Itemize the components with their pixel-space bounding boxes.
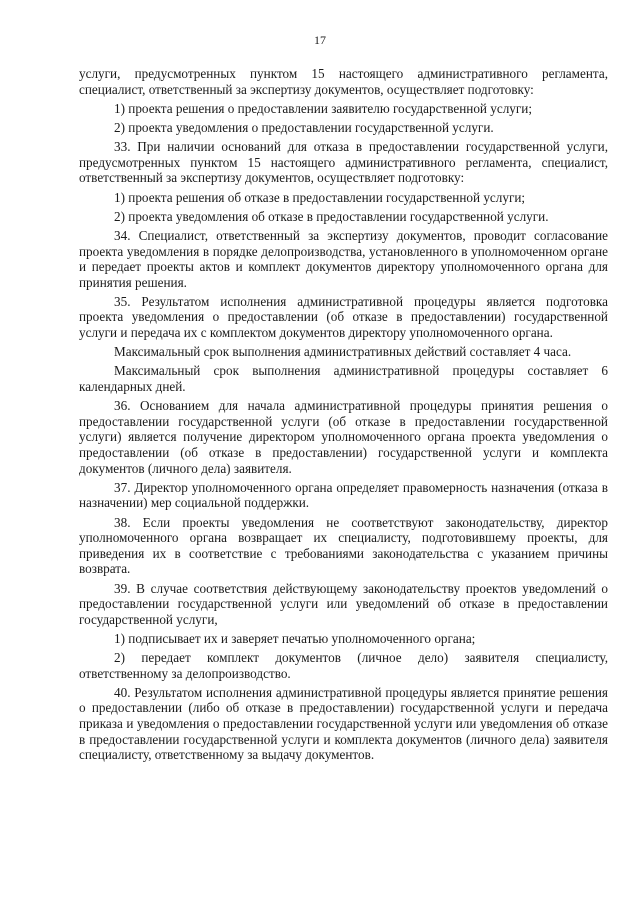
page-number: 17 [314, 33, 326, 47]
document-body [79, 66, 608, 766]
list-item: 1) проекта решения об отказе в предоставлении государственной услуги; [114, 189, 526, 205]
paragraph-40: 40. Результатом исполнения административной процедуры является принятие решения о предоставлении (либо об отказе в предоставлении) государственной услуги и передача приказа и уведомления о предоставлении государственной услуги или уведомления об отказе в предоставлении государственной услуги и комплекта документов (личного дела) заявителя специалисту, ответственному за выдачу документов. [79, 684, 608, 763]
list-item: 2) передает комплект документов (личное дело) заявителя специалисту, ответственному за делопроизводство. [79, 650, 608, 681]
list-item: 1) подписывает их и заверяет печатью уполномоченного органа; [114, 630, 476, 646]
paragraph-39: 39. В случае соответствия действующему законодательству проектов уведомлений о предоставлении государственной услуги или уведомлений об отказе в предоставлении государственной услуги, [79, 580, 608, 627]
list-item: 1) проекта решения о предоставлении заявителю государственной услуги; [114, 100, 533, 116]
list-item: 2) проекта уведомления о предоставлении государственной услуги. [114, 119, 494, 135]
paragraph: Максимальный срок выполнения административной процедуры составляет 6 календарных дней. [79, 363, 608, 395]
paragraph-34: 34. Специалист, ответственный за экспертизу документов, проводит согласование проекта уведомления в порядке делопроизводства, установленного в уполномоченном органе и передает проекты актов и комплект документов директору уполномоченного органа для принятия решения. [79, 227, 608, 290]
paragraph: Максимальный срок выполнения административных действий составляет 4 часа. [114, 344, 572, 360]
paragraph-35: 35. Результатом исполнения административной процедуры является подготовка проекта уведомления о предоставлении (об отказе в предоставлении) государственной услуги и передача их с комплектом документов директору уполномоченного органа. [79, 293, 608, 341]
paragraph-33: 33. При наличии оснований для отказа в предоставлении государственной услуги, предусмотренных пунктом 15 настоящего административного регламента, специалист, ответственный за экспертизу документов, осуществляет подготовку: [79, 139, 608, 186]
paragraph: услуги, предусмотренных пунктом 15 настоящего административного регламента, специалист, ответственный за экспертизу документов, осуществляет подготовку: [79, 66, 608, 97]
list-item: 2) проекта уведомления об отказе в предоставлении государственной услуги. [114, 208, 549, 224]
paragraph-36: 36. Основанием для начала административной процедуры принятия решения о предоставлении государственной услуги (об отказе в предоставлении государственной услуги) является получение директором уполномоченного органа проекта уведомления о предоставлении (об отказе в предоставлении) государственной услуги и комплекта документов (личного дела) заявителя. [79, 398, 608, 476]
paragraph-38: 38. Если проекты уведомления не соответствуют законодательству, директор уполномоченного органа возвращает их специалисту, подготовившему проекты, для приведения их в соответствие с требованиями законодательства с указанием причины возврата. [79, 514, 608, 577]
paragraph-37: 37. Директор уполномоченного органа определяет правомерность назначения (отказа в назначении) мер социальной поддержки. [79, 479, 608, 511]
